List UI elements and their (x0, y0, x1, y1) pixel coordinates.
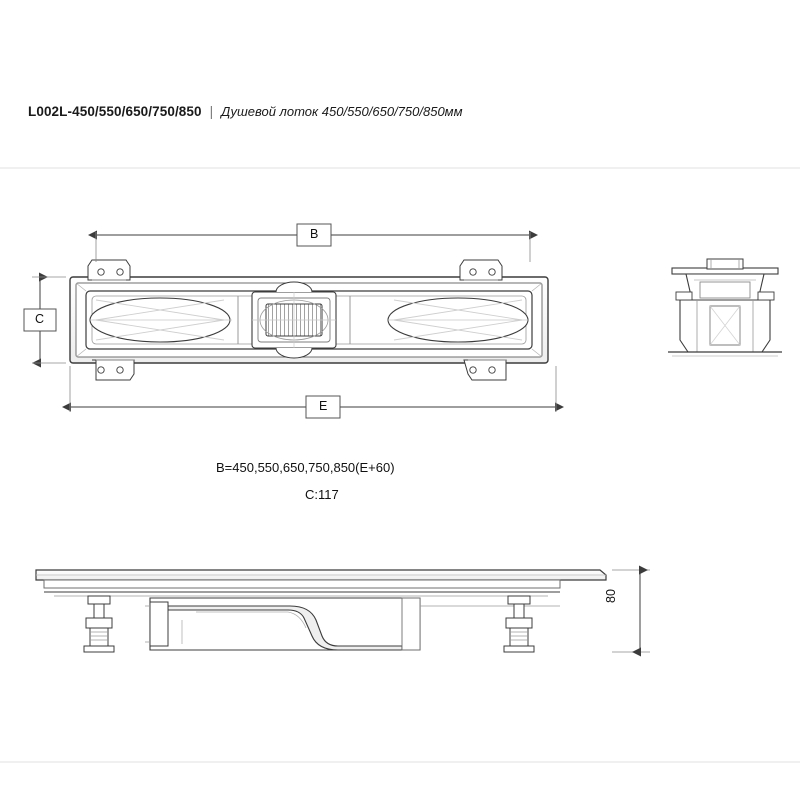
dimension-c (24, 277, 66, 363)
title-separator: | (209, 104, 214, 119)
dimension-e-label: E (319, 399, 328, 413)
dimension-height (612, 570, 650, 652)
product-description: Душевой лоток 450/550/650/750/850мм (221, 104, 463, 119)
dimension-b-label: B (310, 227, 319, 241)
end-section-view (668, 259, 782, 356)
product-code: L002L-450/550/650/750/850 (28, 104, 202, 119)
adjustable-leg-left (84, 596, 114, 652)
note-dimension-c: C:117 (305, 487, 339, 502)
plan-view (70, 260, 548, 380)
note-dimension-b: B=450,550,650,750,850(E+60) (216, 460, 395, 475)
front-section-view (36, 570, 606, 652)
dimension-c-label: C (35, 312, 45, 326)
dimension-height-label: 80 (604, 589, 618, 603)
adjustable-leg-right (504, 596, 534, 652)
